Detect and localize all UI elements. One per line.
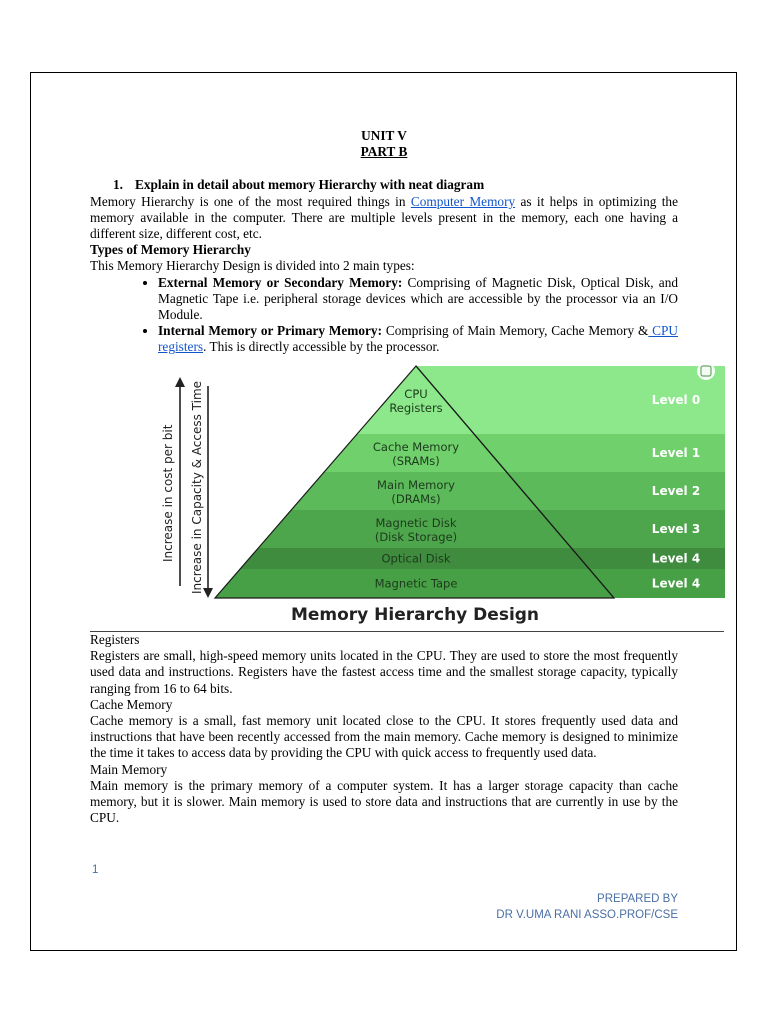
- memory-type-label: Magnetic Disk: [375, 516, 457, 530]
- author: DR V.UMA RANI ASSO.PROF/CSE: [496, 909, 678, 921]
- question-text: Explain in detail about memory Hierarchy with neat diagram: [135, 177, 485, 193]
- level-label: Level 4: [651, 576, 701, 591]
- memory-type-sublabel: (Disk Storage): [374, 530, 458, 544]
- memory-type-label: Cache Memory: [372, 440, 460, 454]
- level-label: Level 3: [651, 522, 701, 536]
- capacity-axis-label: Increase in Capacity & Access Time: [190, 380, 204, 594]
- list-item: [158, 323, 678, 355]
- question-heading: [90, 177, 678, 193]
- level-label: Level 2: [651, 484, 701, 498]
- document-body: [90, 128, 678, 356]
- cache-heading: Cache Memory: [90, 696, 173, 712]
- memory-type-sublabel: Registers: [389, 401, 443, 415]
- question-number: 1.: [113, 177, 123, 193]
- memory-type-sublabel: (SRAMs): [392, 454, 440, 468]
- types-list: [90, 275, 678, 356]
- main-memory-text: Main memory is the primary memory of a computer system. It has a larger storage capacity than cache memory, but it is slower. Main memory is used to store data and instructions that are currently in use by the CPU.: [90, 777, 678, 826]
- intro-paragraph: [90, 194, 678, 243]
- level-band: [215, 569, 725, 598]
- intro-text-2: as it helps in optimizing the memory available in the computer. There are multiple levels present in the memory, each one having a different size, different cost, etc.: [90, 193, 678, 242]
- list-item: [158, 275, 678, 324]
- external-memory-text: Comprising of Magnetic Disk, Optical Disk, and Magnetic Tape i.e. peripheral storage devices which are accessible by the processor via an I/O Module.: [158, 274, 678, 323]
- internal-memory-text-end: . This is directly accessible by the processor.: [203, 339, 440, 355]
- registers-text: Registers are small, high-speed memory units located in the CPU. They are used to store the most frequently used data and instructions. Registers have the fastest access time and the smallest storage capacity, typically ranging from 16 to 64 bits.: [90, 648, 678, 696]
- unit-title: UNIT V: [361, 128, 407, 143]
- types-heading: Types of Memory Hierarchy: [90, 242, 251, 258]
- page-number: 1: [92, 864, 99, 876]
- level-label: Level 1: [651, 446, 701, 460]
- cache-text: Cache memory is a small, fast memory unit located close to the CPU. It stores frequently used data and instructions that have been recently accessed from the main memory. Cache memory is designed to minimize the time it takes to access data by providing the CPU with quick access to frequently used data.: [90, 713, 678, 761]
- prepared-by: PREPARED BY: [597, 893, 678, 905]
- level-label: Level 4: [651, 551, 701, 566]
- memory-type-label: CPU: [404, 387, 428, 401]
- diagram-title: Memory Hierarchy Design: [290, 605, 540, 625]
- registers-heading: Registers: [90, 632, 140, 647]
- memory-type-label: Magnetic Tape: [374, 576, 458, 591]
- part-title: PART B: [360, 144, 408, 160]
- descriptions: [90, 632, 678, 826]
- memory-type-sublabel: (DRAMs): [391, 492, 441, 506]
- main-memory-heading: Main Memory: [90, 761, 168, 777]
- internal-memory-text: Comprising of Main Memory, Cache Memory &: [382, 323, 649, 339]
- intro-text-1: Memory Hierarchy is one of the most required things in: [90, 193, 411, 209]
- level-label: Level 0: [651, 393, 701, 407]
- cpu-registers-link[interactable]: CPU registers: [158, 323, 678, 355]
- lens-icon[interactable]: [697, 362, 715, 380]
- memory-type-label: Optical Disk: [381, 551, 451, 566]
- cost-axis-label: Increase in cost per bit: [161, 424, 175, 562]
- memory-type-label: Main Memory: [377, 478, 455, 492]
- memory-hierarchy-diagram: [135, 362, 725, 634]
- types-lead: This Memory Hierarchy Design is divided into 2 main types:: [90, 258, 415, 274]
- internal-memory-title: Internal Memory or Primary Memory:: [158, 323, 383, 339]
- external-memory-title: External Memory or Secondary Memory:: [158, 274, 403, 290]
- footer-credit: [496, 891, 678, 923]
- computer-memory-link[interactable]: Computer Memory: [410, 193, 516, 209]
